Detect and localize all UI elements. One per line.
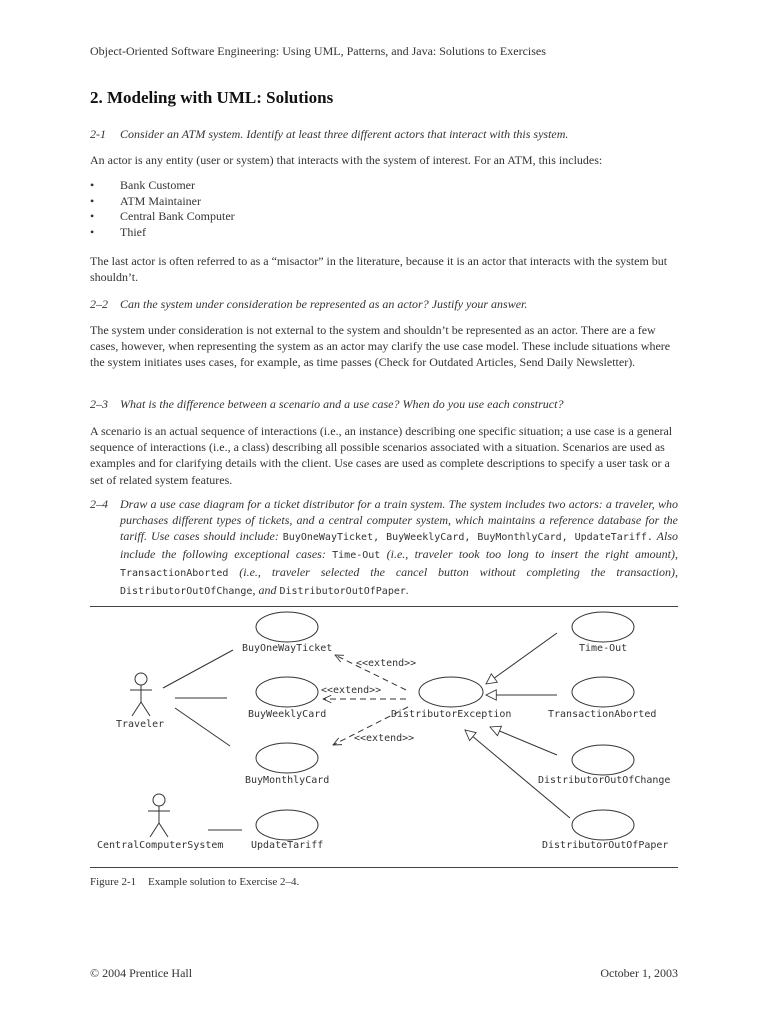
distributor-out-of-change-label: DistributorOutOfChange — [538, 775, 671, 786]
code-out-of-change: DistributorOutOfChange — [120, 586, 253, 597]
code-transaction-aborted: TransactionAborted — [120, 568, 229, 579]
update-tariff-label: UpdateTariff — [251, 840, 324, 851]
answer-2-1-outro: The last actor is often referred to as a “misactor” in the literature, because it is an actor that interacts with the system but shouldn’t. — [90, 254, 668, 285]
association-line — [163, 650, 233, 688]
code-use-cases: BuyOneWayTicket, BuyWeeklyCard, BuyMonthlyCard, UpdateTariff. — [282, 532, 653, 543]
buy-monthly-card-label: BuyMonthlyCard — [245, 775, 330, 786]
code-out-of-paper: DistributorOutOfPaper — [279, 586, 406, 597]
distributor-out-of-paper-label: DistributorOutOfPaper — [542, 840, 669, 851]
list-item: • Bank Customer — [90, 178, 235, 194]
footer-date: October 1, 2003 — [600, 966, 678, 980]
figure-bottom-rule — [90, 867, 678, 868]
generalization-arrow — [465, 730, 570, 818]
usecase-update-tariff — [256, 810, 318, 840]
answer-2-1-intro: An actor is any entity (user or system) that interacts with the system of interest. For an ATM, this includes: — [90, 153, 603, 167]
code-time-out: Time-Out — [332, 550, 381, 561]
chapter-title: 2. Modeling with UML: Solutions — [90, 88, 334, 107]
question-text: Can the system under consideration be represented as an actor? Justify your answer. — [120, 297, 528, 311]
central-computer-label: CentralComputerSystem — [97, 840, 224, 851]
answer-2-2: The system under consideration is not external to the system and shouldn’t be represented as an actor. There are a few cases, however, when representing the system as an actor may clarify the use case model. These include situations where the system initiates uses cases, for example, as time passes (Check for Outdated Articles, Send Daily Newsletter). — [90, 323, 671, 370]
transaction-aborted-label: TransactionAborted — [548, 709, 657, 720]
use-case-diagram — [90, 0, 678, 1024]
extend-label: <<extend>> — [356, 658, 417, 669]
question-text-part: , and — [252, 583, 280, 597]
time-out-label: Time-Out — [579, 643, 628, 654]
extend-label: <<extend>> — [354, 733, 415, 744]
central-computer-actor-icon — [148, 794, 170, 837]
question-text-part: (i.e., traveler took too long to insert the right amount), — [380, 547, 678, 561]
usecase-distributor-out-of-paper — [572, 810, 634, 840]
question-text: Consider an ATM system. Identify at least three different actors that interact with this system. — [120, 127, 569, 141]
running-header: Object-Oriented Software Engineering: Using UML, Patterns, and Java: Solutions to Exercises — [90, 44, 546, 58]
figure-caption — [90, 876, 299, 888]
buy-weekly-card-label: BuyWeeklyCard — [248, 709, 327, 720]
usecase-transaction-aborted — [572, 677, 634, 707]
question-text-part: Also include the following exceptional cases: — [120, 529, 678, 561]
usecase-buy-one-way-ticket — [256, 612, 318, 642]
question-text: What is the difference between a scenario and a use case? When do you use each construct? — [120, 397, 564, 411]
answer-2-3: A scenario is an actual sequence of interactions (i.e., an instance) describing one specific situation; a use case is a general sequence of interactions (i.e., a class) describing all possible scenarios associated with a situation. Scenarios are used as examples and for clarifying details with the client. Use cases are used as complete descriptions to specify a user task or a set of related system features. — [90, 424, 673, 487]
traveler-label: Traveler — [116, 719, 165, 730]
extend-label: <<extend>> — [321, 685, 382, 696]
usecase-distributor-exception — [419, 677, 483, 707]
list-item: • ATM Maintainer — [90, 194, 235, 210]
question-number: 2–3 — [90, 397, 108, 411]
list-item: • Central Bank Computer — [90, 209, 235, 225]
buy-one-way-ticket-label: BuyOneWayTicket — [242, 643, 333, 654]
footer-copyright: © 2004 Prentice Hall — [90, 966, 193, 980]
usecase-distributor-out-of-change — [572, 745, 634, 775]
figure-caption-text: Example solution to Exercise 2–4. — [148, 876, 300, 888]
question-number: 2–4 — [90, 497, 108, 511]
usecase-buy-weekly-card — [256, 677, 318, 707]
question-text-part: Draw a use case diagram for a ticket distributor for a train system. The system includes two actors: a traveler, who purchases different types of tickets, and a central computer system, which maintains a reference database for the tariff. Use cases should include: — [120, 497, 678, 543]
question-text-part: (i.e., traveler selected the cancel button without completing the transaction), — [228, 565, 678, 579]
generalization-arrow — [486, 633, 557, 684]
usecase-time-out — [572, 612, 634, 642]
question-number: 2-1 — [90, 127, 106, 141]
usecase-buy-monthly-card — [256, 743, 318, 773]
distributor-exception-label: DistributorException — [391, 709, 512, 720]
association-line — [175, 708, 230, 746]
traveler-actor-icon — [130, 673, 152, 716]
generalization-arrow — [490, 727, 557, 755]
list-item: • Thief — [90, 225, 235, 241]
question-number: 2–2 — [90, 297, 108, 311]
figure-number: Figure 2-1 — [90, 876, 137, 888]
question-text-part: . — [405, 583, 409, 597]
